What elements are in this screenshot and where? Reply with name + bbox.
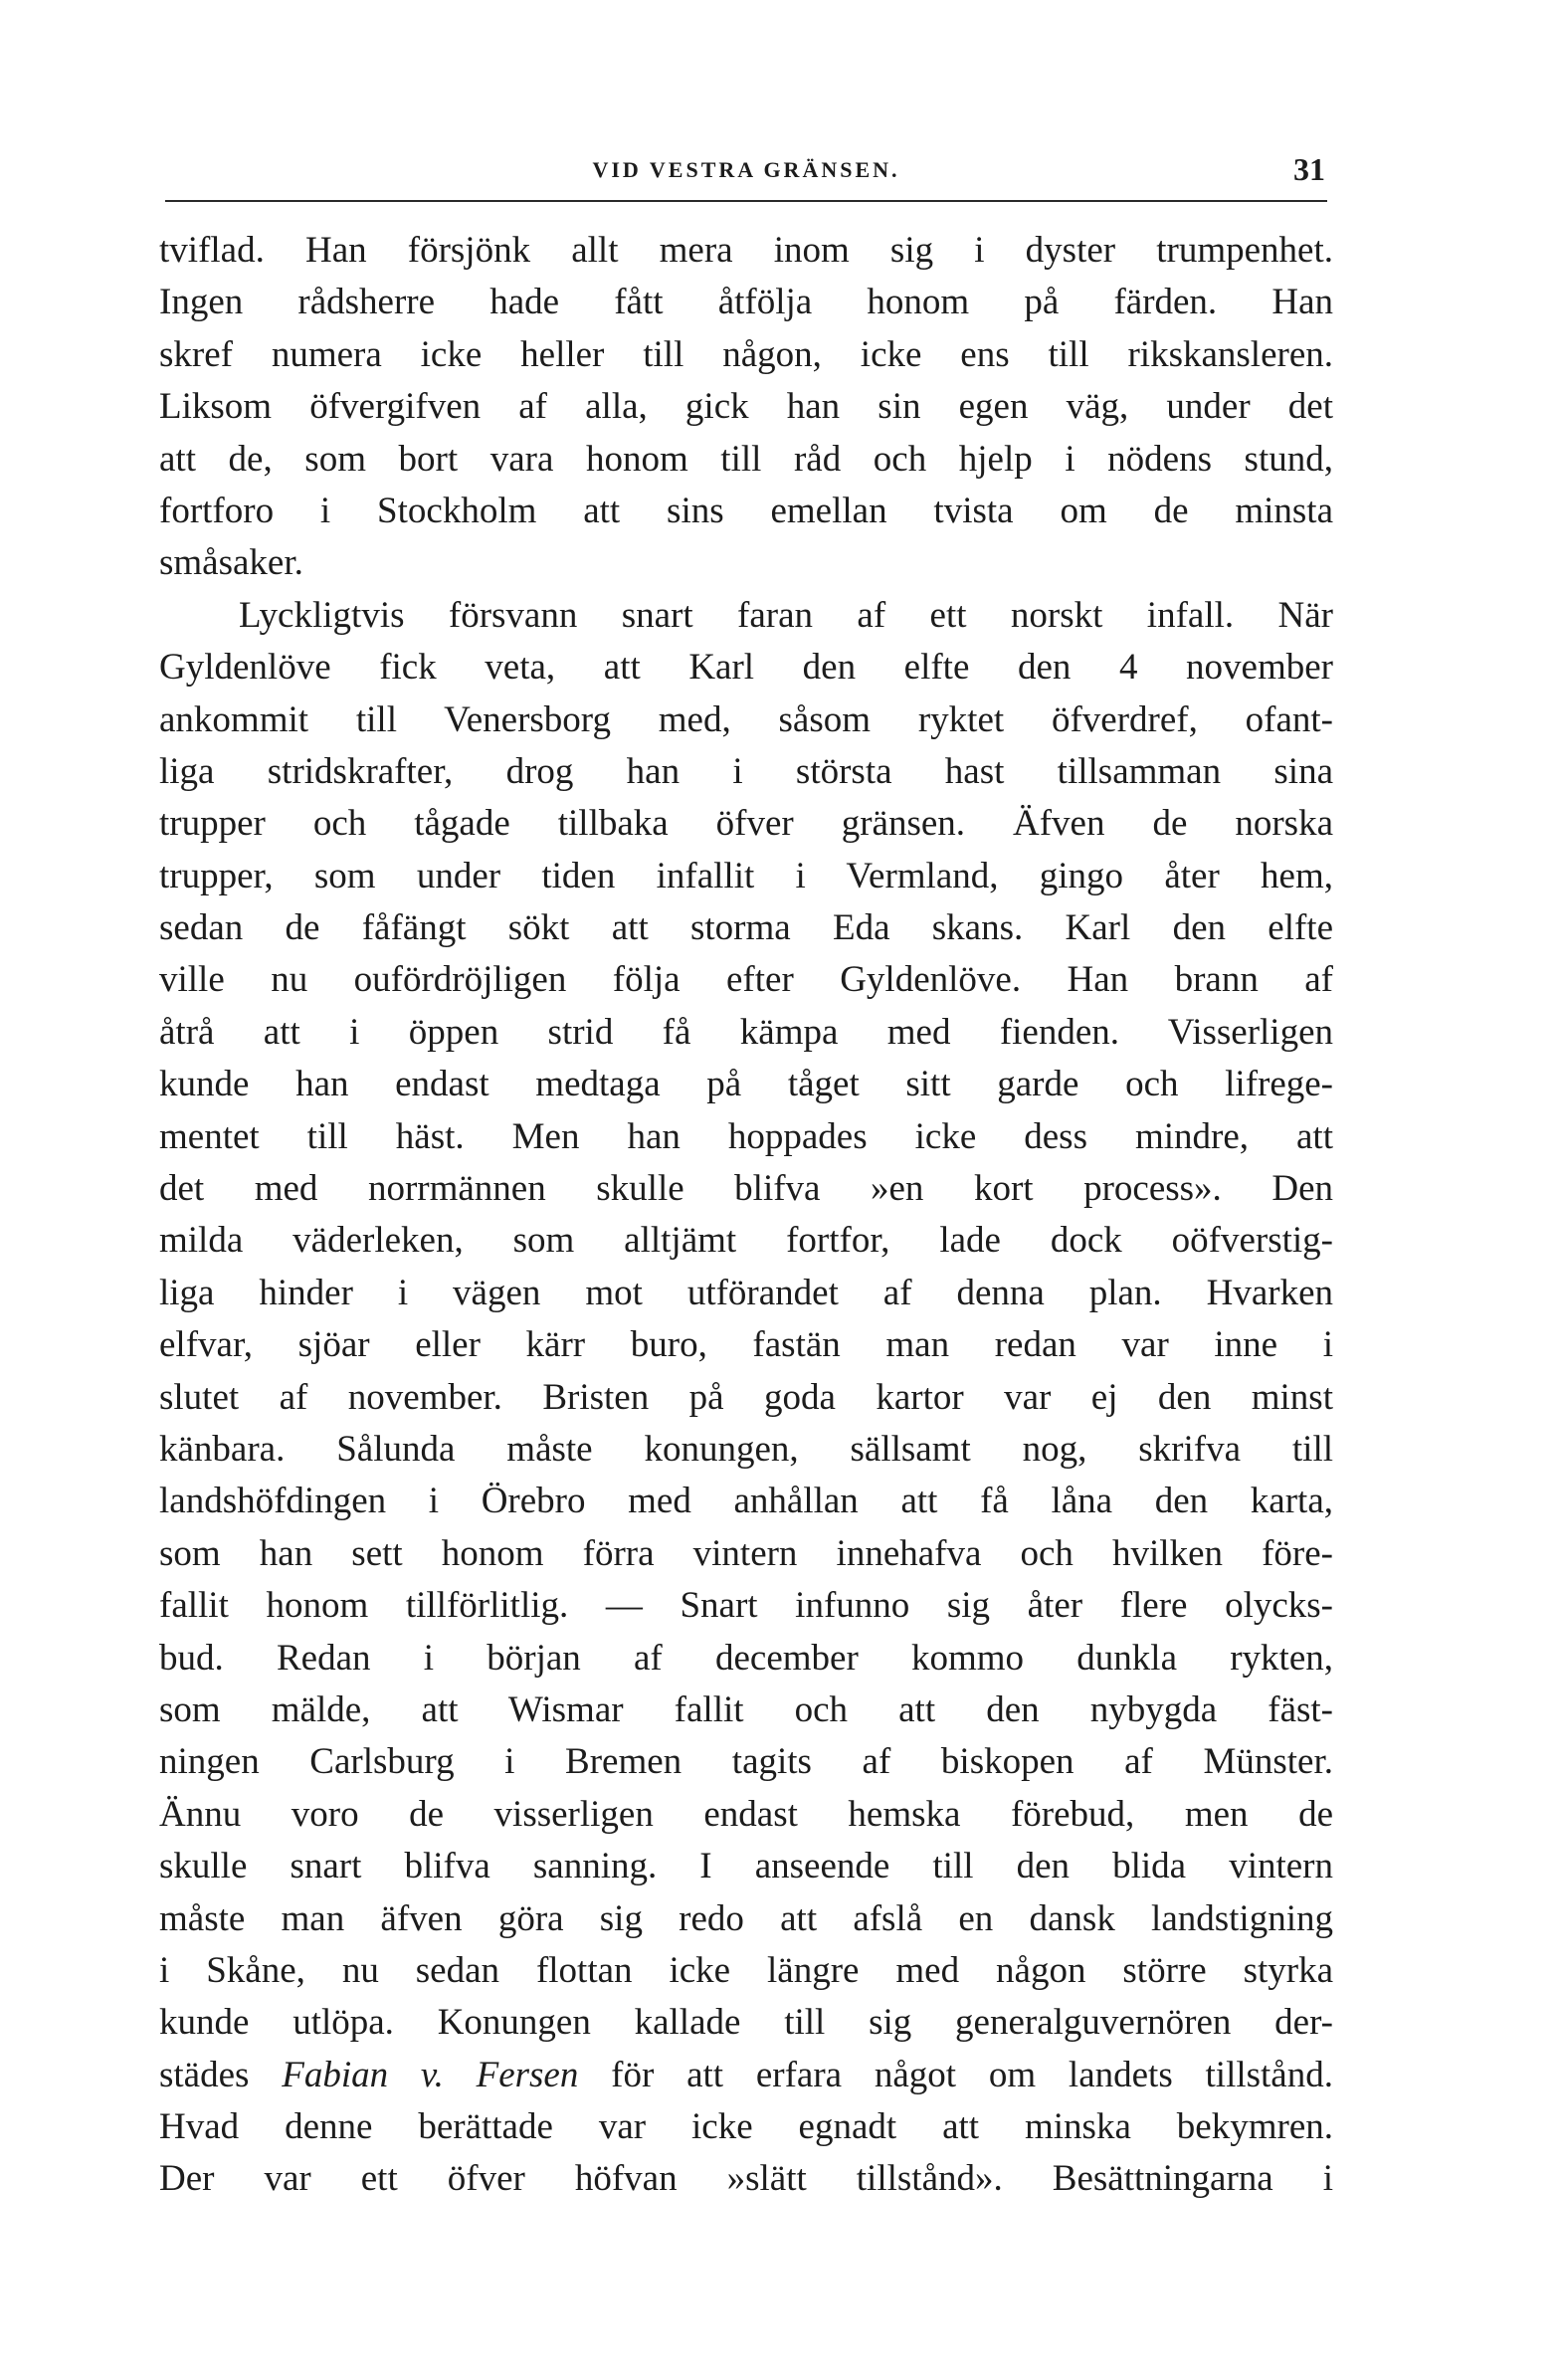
text-line: ningen Carlsburg i Bremen tagits af biskopen af Münster. (159, 1741, 1333, 1783)
text-run: städes (159, 2054, 283, 2095)
text-line: fallit honom tillförlitlig. — Snart infunno sig åter flere olycks- (159, 1585, 1333, 1627)
header-rule (165, 200, 1327, 202)
text-line: som mälde, att Wismar fallit och att den nybygda fäst- (159, 1688, 1333, 1730)
text-line: milda väderleken, som alltjämt fortfor, lade dock oöfverstig- (159, 1220, 1333, 1262)
text-line: trupper och tågade tillbaka öfver gränsen. Äfven de norska (159, 803, 1333, 845)
italic-name: Fabian v. Fersen (282, 2054, 579, 2095)
text-line: fortforo i Stockholm att sins emellan tvista om de minsta (159, 490, 1333, 531)
body-text (159, 225, 1333, 2206)
page-number: 31 (1293, 151, 1325, 187)
text-line: kunde han endast medtaga på tåget sitt garde och lifrege- (159, 1064, 1333, 1105)
text-line: elfvar, sjöar eller kärr buro, fastän man redan var inne i (159, 1324, 1333, 1366)
text-line-with-italic (159, 2050, 1333, 2101)
text-line: ankommit till Venersborg med, såsom ryktet öfverdref, ofant- (159, 698, 1333, 740)
text-line: skref numera icke heller till någon, icke ens till rikskansleren. (159, 333, 1333, 375)
text-line: ville nu oufördröjligen följa efter Gyldenlöve. Han brann af (159, 959, 1333, 1001)
text-line: åtrå att i öppen strid få kämpa med fienden. Visserligen (159, 1011, 1333, 1053)
text-line: Der var ett öfver höfvan »slätt tillstånd». Besättningarna i (159, 2158, 1333, 2200)
text-line: liga hinder i vägen mot utförandet af denna plan. Hvarken (159, 1272, 1333, 1313)
text-line: landshöfdingen i Örebro med anhållan att få låna den karta, (159, 1481, 1333, 1522)
text-line: Ingen rådsherre hade fått åtfölja honom på färden. Han (159, 282, 1333, 323)
text-line: det med norrmännen skulle blifva »en kort process». Den (159, 1168, 1333, 1210)
text-run: för att erfara något om landets tillstånd. (578, 2054, 1333, 2095)
text-line: mentet till häst. Men han hoppades icke dess mindre, att (159, 1115, 1333, 1157)
running-head (167, 151, 1325, 197)
running-title: VID VESTRA GRÄNSEN. (592, 157, 900, 182)
text-line: bud. Redan i början af december kommo dunkla rykten, (159, 1637, 1333, 1679)
text-line: småsaker. (159, 542, 303, 584)
text-line: slutet af november. Bristen på goda kartor var ej den minst (159, 1376, 1333, 1418)
text-line: skulle snart blifva sanning. I anseende till den blida vintern (159, 1846, 1333, 1887)
text-line: Hvad denne berättade var icke egnadt att minska bekymren. (159, 2106, 1333, 2148)
text-line: trupper, som under tiden infallit i Vermland, gingo åter hem, (159, 855, 1333, 896)
text-line: i Skåne, nu sedan flottan icke längre med någon större styrka (159, 1949, 1333, 1991)
text-line: tviflad. Han försjönk allt mera inom sig i dyster trumpenhet. (159, 230, 1333, 271)
text-line: kunde utlöpa. Konungen kallade till sig generalguvernören der- (159, 2002, 1333, 2044)
text-line: Liksom öfvergifven af alla, gick han sin egen väg, under det (159, 386, 1333, 428)
text-line: Ännu voro de visserligen endast hemska förebud, men de (159, 1793, 1333, 1835)
text-line: Lyckligtvis försvann snart faran af ett norskt infall. När (239, 594, 1333, 636)
text-line: Gyldenlöve fick veta, att Karl den elfte den 4 november (159, 647, 1333, 689)
text-line: som han sett honom förra vintern innehafva och hvilken före- (159, 1532, 1333, 1574)
text-line: måste man äfven göra sig redo att afslå en dansk landstigning (159, 1897, 1333, 1939)
text-line: sedan de fåfängt sökt att storma Eda skans. Karl den elfte (159, 907, 1333, 949)
text-line: liga stridskrafter, drog han i största hast tillsamman sina (159, 750, 1333, 792)
text-line: att de, som bort vara honom till råd och hjelp i nödens stund, (159, 438, 1333, 480)
text-line: känbara. Sålunda måste konungen, sällsamt nog, skrifva till (159, 1428, 1333, 1470)
